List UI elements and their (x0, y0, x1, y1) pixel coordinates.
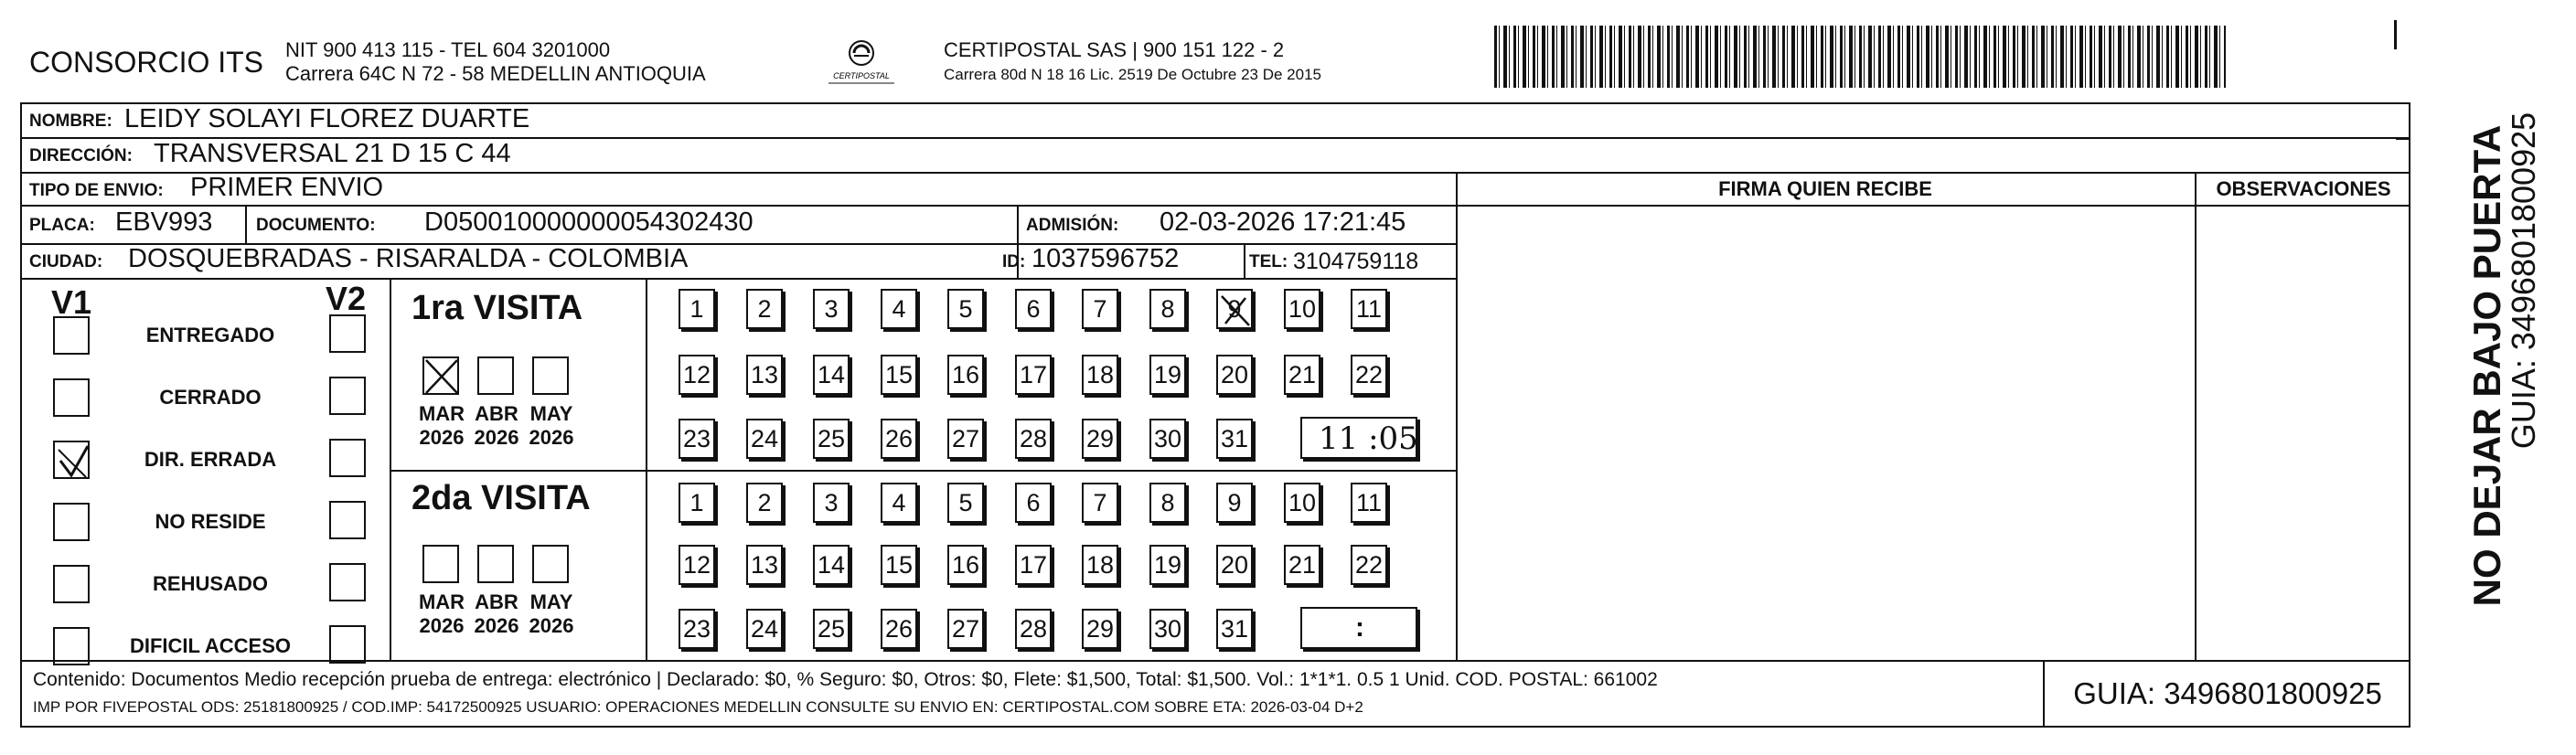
day-box[interactable] (1216, 289, 1253, 329)
first-visit-time: 11 :05 (1319, 420, 1418, 457)
divider (1456, 172, 1458, 660)
day-box[interactable] (746, 483, 783, 523)
day-box[interactable] (947, 419, 984, 459)
day-number: 27 (951, 425, 980, 452)
day-number: 21 (1288, 551, 1317, 579)
day-number: 14 (817, 361, 846, 388)
check-mark-icon (424, 358, 461, 397)
day-number: 29 (1085, 615, 1115, 643)
barcode (1494, 26, 2226, 88)
day-box[interactable] (1015, 419, 1052, 459)
ciudad-label: CIUDAD: (29, 252, 103, 271)
carrier-license: Carrera 80d N 18 16 Lic. 2519 De Octubre 23 De 2015 (944, 66, 1321, 83)
day-number: 7 (1093, 295, 1107, 323)
day-box[interactable] (1015, 483, 1052, 523)
month-checkbox[interactable] (532, 545, 569, 583)
documento-label: DOCUMENTO: (256, 216, 376, 235)
day-box[interactable] (1149, 609, 1186, 649)
nombre-label: NOMBRE: (29, 112, 112, 131)
status-option-label: DIR. ERRADA (144, 448, 277, 471)
day-number: 9 (1227, 489, 1242, 516)
day-box[interactable] (1149, 289, 1186, 329)
day-box[interactable] (679, 545, 715, 585)
status-option-label: CERRADO (159, 386, 262, 409)
tel-value: 3104759118 (1293, 249, 1419, 274)
divider (2195, 172, 2197, 660)
day-number: 12 (682, 361, 711, 388)
day-number: 12 (682, 551, 711, 579)
v1-checkbox[interactable] (53, 627, 90, 665)
day-box[interactable] (679, 419, 715, 459)
divider (390, 278, 391, 660)
day-box[interactable] (813, 609, 850, 649)
day-box[interactable] (1082, 289, 1118, 329)
day-number: 10 (1288, 489, 1317, 516)
v1-header: V1 (51, 283, 92, 321)
status-option-label: ENTREGADO (145, 324, 275, 346)
day-number: 4 (892, 295, 906, 323)
day-box[interactable] (1284, 483, 1320, 523)
cross-mark-icon (1218, 291, 1255, 331)
v2-checkbox[interactable] (329, 439, 366, 477)
tel-label: TEL: (1249, 252, 1288, 271)
day-number: 25 (817, 425, 846, 452)
day-box[interactable] (881, 419, 917, 459)
day-number: 27 (951, 615, 980, 643)
day-number: 9 (1227, 295, 1242, 323)
side-guia: GUIA: 3496801800925 (2505, 112, 2542, 450)
day-number: 6 (1026, 295, 1041, 323)
day-number: 20 (1220, 361, 1249, 388)
day-number: 22 (1354, 551, 1384, 579)
day-number: 15 (884, 361, 914, 388)
day-number: 8 (1160, 489, 1175, 516)
day-box[interactable] (881, 289, 917, 329)
day-box[interactable] (1351, 545, 1387, 585)
ciudad-value: DOSQUEBRADAS - RISARALDA - COLOMBIA (128, 244, 689, 273)
day-box[interactable] (1284, 545, 1320, 585)
day-box[interactable] (813, 289, 850, 329)
day-number: 18 (1085, 361, 1115, 388)
first-visit-time-box[interactable] (1300, 417, 1417, 459)
day-number: 16 (951, 361, 980, 388)
day-number: 20 (1220, 551, 1249, 579)
month-checkbox[interactable] (422, 545, 459, 583)
company-name: CONSORCIO ITS (29, 46, 264, 79)
day-box[interactable] (1351, 483, 1387, 523)
observaciones-header: OBSERVACIONES (2216, 177, 2391, 200)
v2-checkbox[interactable] (329, 563, 366, 601)
day-box[interactable] (1149, 545, 1186, 585)
day-number: 10 (1288, 295, 1317, 323)
first-visit-title: 1ra VISITA (412, 289, 583, 327)
footer-imp: IMP POR FIVEPOSTAL ODS: 25181800925 / COD.IMP: 54172500925 USUARIO: OPERACIONES MEDELLIN CONSULTE SU ENVIO EN: CERTIPOSTAL.COM SOBRE ETA: 2026-03-04 D+2 (33, 698, 1363, 716)
divider (20, 205, 2410, 207)
year-label: 2026 (474, 614, 519, 637)
day-box[interactable] (1082, 609, 1118, 649)
day-number: 25 (817, 615, 846, 643)
day-box[interactable] (1015, 545, 1052, 585)
divider (20, 660, 2410, 662)
day-number: 26 (884, 425, 914, 452)
day-number: 4 (892, 489, 906, 516)
day-number: 3 (824, 489, 839, 516)
divider (20, 278, 1456, 280)
id-value: 1037596752 (1031, 244, 1180, 273)
documento-value: D050010000000054302430 (424, 207, 754, 237)
v2-checkbox[interactable] (329, 314, 366, 353)
day-box[interactable] (881, 609, 917, 649)
barcode-mark (2394, 20, 2397, 49)
day-box[interactable] (1082, 483, 1118, 523)
day-number: 2 (757, 295, 772, 323)
day-number: 17 (1019, 551, 1048, 579)
month-label: MAR (418, 590, 465, 613)
day-box[interactable] (679, 289, 715, 329)
day-box[interactable] (679, 355, 715, 395)
day-box[interactable] (679, 609, 715, 649)
day-number: 26 (884, 615, 914, 643)
day-box[interactable] (947, 545, 984, 585)
certipostal-logo (823, 35, 900, 90)
day-number: 15 (884, 551, 914, 579)
day-box[interactable] (1015, 355, 1052, 395)
v1-checkbox[interactable] (53, 503, 90, 541)
placa-label: PLACA: (29, 216, 95, 235)
day-number: 30 (1153, 425, 1182, 452)
day-box[interactable] (813, 545, 850, 585)
day-number: 5 (958, 295, 973, 323)
day-number: 11 (1355, 295, 1383, 323)
day-box[interactable] (1351, 355, 1387, 395)
day-number: 30 (1153, 615, 1182, 643)
day-box[interactable] (947, 355, 984, 395)
day-box[interactable] (746, 609, 783, 649)
divider (390, 470, 1456, 472)
day-box[interactable] (813, 355, 850, 395)
day-box[interactable] (813, 483, 850, 523)
footer-guia: GUIA: 3496801800925 (2073, 676, 2382, 710)
divider (646, 278, 647, 660)
year-label: 2026 (529, 426, 574, 449)
day-number: 29 (1085, 425, 1115, 452)
day-number: 1 (689, 489, 704, 516)
day-number: 11 (1355, 489, 1383, 516)
day-box[interactable] (881, 355, 917, 395)
v1-checkbox[interactable] (53, 316, 90, 355)
day-box[interactable] (947, 289, 984, 329)
v1-checkbox[interactable] (53, 565, 90, 603)
month-label: ABR (475, 590, 518, 613)
day-box[interactable] (1216, 609, 1253, 649)
day-box[interactable] (1082, 419, 1118, 459)
day-box[interactable] (1015, 289, 1052, 329)
status-option-label: REHUSADO (153, 572, 268, 595)
v2-checkbox[interactable] (329, 625, 366, 664)
day-box[interactable] (1216, 355, 1253, 395)
day-number: 6 (1026, 489, 1041, 516)
placa-value: EBV993 (115, 207, 213, 237)
check-mark-icon (55, 442, 91, 481)
day-box[interactable] (881, 545, 917, 585)
month-label: MAR (418, 402, 465, 425)
second-visit-time: : (1355, 612, 1364, 643)
day-number: 28 (1019, 425, 1048, 452)
status-option-label: NO RESIDE (155, 510, 266, 533)
day-box[interactable] (1216, 545, 1253, 585)
carrier-name: CERTIPOSTAL SAS | 900 151 122 - 2 (944, 38, 1285, 61)
day-box[interactable] (1082, 355, 1118, 395)
month-checkbox[interactable] (477, 356, 514, 395)
v2-checkbox[interactable] (329, 501, 366, 539)
day-box[interactable] (746, 419, 783, 459)
day-box[interactable] (1216, 483, 1253, 523)
day-number: 3 (824, 295, 839, 323)
day-number: 1 (689, 295, 704, 323)
day-number: 7 (1093, 489, 1107, 516)
company-nit: NIT 900 413 115 - TEL 604 3201000 (285, 38, 611, 61)
day-box[interactable] (1351, 289, 1387, 329)
day-number: 13 (750, 551, 779, 579)
day-number: 8 (1160, 295, 1175, 323)
month-checkbox[interactable] (422, 356, 459, 395)
month-checkbox[interactable] (477, 545, 514, 583)
day-number: 24 (750, 615, 779, 643)
day-number: 31 (1220, 425, 1249, 452)
v1-checkbox[interactable] (53, 441, 90, 479)
direccion-label: DIRECCIÓN: (29, 146, 133, 165)
day-number: 17 (1019, 361, 1048, 388)
day-box[interactable] (881, 483, 917, 523)
day-number: 22 (1354, 361, 1384, 388)
day-number: 21 (1288, 361, 1317, 388)
day-number: 28 (1019, 615, 1048, 643)
day-number: 2 (757, 489, 772, 516)
day-box[interactable] (1284, 355, 1320, 395)
svg-text:CERTIPOSTAL: CERTIPOSTAL (833, 71, 890, 80)
day-box[interactable] (746, 289, 783, 329)
v2-header: V2 (326, 280, 367, 317)
v1-checkbox[interactable] (53, 378, 90, 417)
tipo-envio-label: TIPO DE ENVIO: (29, 181, 164, 200)
nombre-value: LEIDY SOLAYI FLOREZ DUARTE (124, 104, 530, 133)
day-box[interactable] (1284, 289, 1320, 329)
v2-checkbox[interactable] (329, 377, 366, 415)
year-label: 2026 (474, 426, 519, 449)
day-box[interactable] (813, 419, 850, 459)
day-number: 31 (1220, 615, 1249, 643)
day-number: 19 (1153, 361, 1182, 388)
month-checkbox[interactable] (532, 356, 569, 395)
admision-label: ADMISIÓN: (1026, 216, 1119, 235)
day-box[interactable] (746, 545, 783, 585)
year-label: 2026 (419, 426, 465, 449)
side-mark (2396, 137, 2410, 140)
no-dejar-bajo-puerta: NO DEJAR BAJO PUERTA (2465, 124, 2508, 607)
month-label: MAY (529, 590, 573, 613)
day-box[interactable] (1149, 419, 1186, 459)
status-option-label: DIFICIL ACCESO (129, 634, 291, 657)
second-visit-time-box[interactable] (1300, 607, 1417, 649)
day-box[interactable] (1015, 609, 1052, 649)
divider (245, 205, 247, 243)
firma-header: FIRMA QUIEN RECIBE (1718, 177, 1932, 200)
side-text (2423, 112, 2570, 631)
day-box[interactable] (746, 355, 783, 395)
day-box[interactable] (1216, 419, 1253, 459)
company-address: Carrera 64C N 72 - 58 MEDELLIN ANTIOQUIA (285, 62, 706, 85)
day-number: 5 (958, 489, 973, 516)
second-visit-title: 2da VISITA (412, 479, 591, 517)
direccion-value: TRANSVERSAL 21 D 15 C 44 (154, 139, 511, 168)
month-label: ABR (475, 402, 518, 425)
day-number: 24 (750, 425, 779, 452)
day-number: 23 (682, 425, 711, 452)
month-label: MAY (529, 402, 573, 425)
admision-value: 02-03-2026 17:21:45 (1160, 207, 1406, 237)
day-number: 19 (1153, 551, 1182, 579)
footer-contenido: Contenido: Documentos Medio recepción prueba de entrega: electrónico | Declarado: $0, % Seguro: $0, Otros: $0, Flete: $1,500, Total: $1,500. Vol.: 1*1*1. 0.5 1 Unid. COD. POSTAL: 661002 (33, 669, 1658, 690)
day-box[interactable] (947, 483, 984, 523)
day-box[interactable] (679, 483, 715, 523)
day-number: 23 (682, 615, 711, 643)
id-label: ID: (1002, 252, 1026, 271)
day-number: 18 (1085, 551, 1115, 579)
day-box[interactable] (1149, 355, 1186, 395)
year-label: 2026 (419, 614, 465, 637)
day-box[interactable] (1082, 545, 1118, 585)
day-number: 16 (951, 551, 980, 579)
year-label: 2026 (529, 614, 574, 637)
day-box[interactable] (1149, 483, 1186, 523)
tipo-envio-value: PRIMER ENVIO (190, 173, 384, 202)
day-number: 14 (817, 551, 846, 579)
divider (1244, 243, 1245, 278)
day-box[interactable] (947, 609, 984, 649)
day-number: 13 (750, 361, 779, 388)
